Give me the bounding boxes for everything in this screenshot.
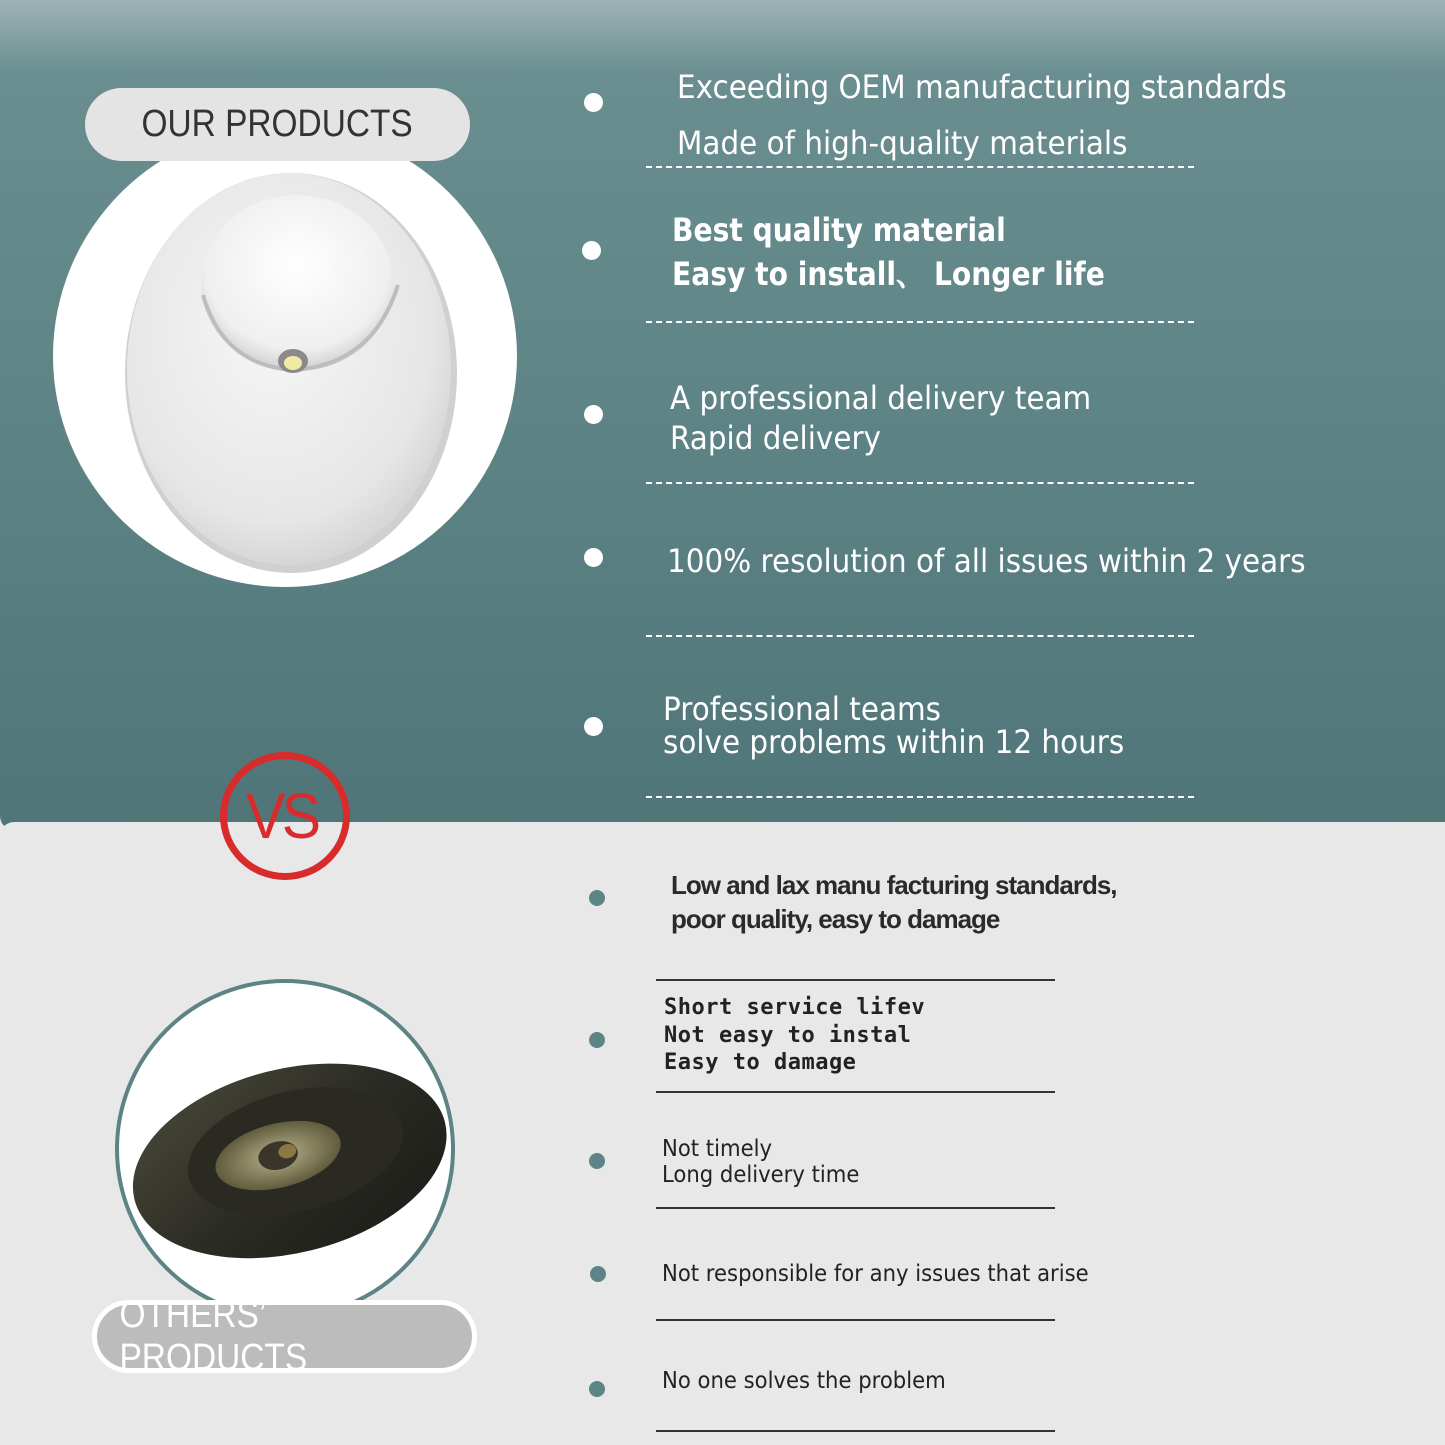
others-feature-1-line-2: poor quality, easy to damage (671, 904, 1000, 934)
feature-5-line-1: Professional teams (663, 690, 941, 728)
divider (656, 1207, 1055, 1209)
bullet-dot (584, 93, 603, 112)
white-toilet-seat-image (53, 125, 517, 587)
divider (646, 796, 1194, 798)
others-feature-2-line-2: Not easy to instal (664, 1023, 912, 1048)
feature-1-line-2: Made of high-quality materials (677, 124, 1128, 162)
feature-1-line-1: Exceeding OEM manufacturing standards (677, 68, 1287, 106)
divider (646, 321, 1194, 323)
divider (656, 1430, 1055, 1432)
bullet-dot (590, 1266, 606, 1282)
feature-3-line-1: A professional delivery team (670, 379, 1092, 417)
our-products-badge (85, 88, 470, 161)
divider (646, 635, 1194, 637)
others-feature-3-line-2: Long delivery time (662, 1162, 860, 1188)
others-feature-2-line-3: Easy to damage (664, 1050, 857, 1075)
others-products-label: OTHERS’ PRODUCTS (119, 1293, 308, 1379)
bullet-dot (589, 1032, 605, 1048)
others-products-badge (92, 1293, 477, 1379)
bullet-dot (584, 717, 603, 736)
others-feature-5-line-1: No one solves the problem (662, 1368, 946, 1394)
others-feature-4-line-1: Not responsible for any issues that arise (662, 1261, 1089, 1287)
black-toilet-seat-image (115, 979, 455, 1319)
feature-3-line-2: Rapid delivery (670, 419, 881, 457)
divider (656, 979, 1055, 981)
others-feature-2-line-1: Short service lifev (664, 995, 926, 1020)
our-products-label: OUR PRODUCTS (141, 103, 414, 145)
bullet-dot (589, 890, 605, 906)
bullet-dot (589, 1381, 605, 1397)
feature-4-line-1: 100% resolution of all issues within 2 years (667, 542, 1306, 580)
bullet-dot (584, 405, 603, 424)
divider (646, 166, 1194, 168)
bullet-dot (582, 241, 601, 260)
others-feature-3-line-1: Not timely (662, 1136, 773, 1162)
vs-label: VS (246, 780, 318, 852)
others-feature-1-line-1: Low and lax manu facturing standards, (671, 870, 1117, 900)
divider (656, 1091, 1055, 1093)
feature-5-line-2: solve problems within 12 hours (663, 723, 1125, 761)
divider (656, 1319, 1055, 1321)
feature-2-line-1: Best quality material (672, 211, 1006, 249)
feature-2-line-2: Easy to install、 Longer life (672, 255, 1105, 293)
bullet-dot (589, 1153, 605, 1169)
divider (646, 482, 1194, 484)
vs-badge (220, 752, 350, 880)
bullet-dot (584, 548, 603, 567)
